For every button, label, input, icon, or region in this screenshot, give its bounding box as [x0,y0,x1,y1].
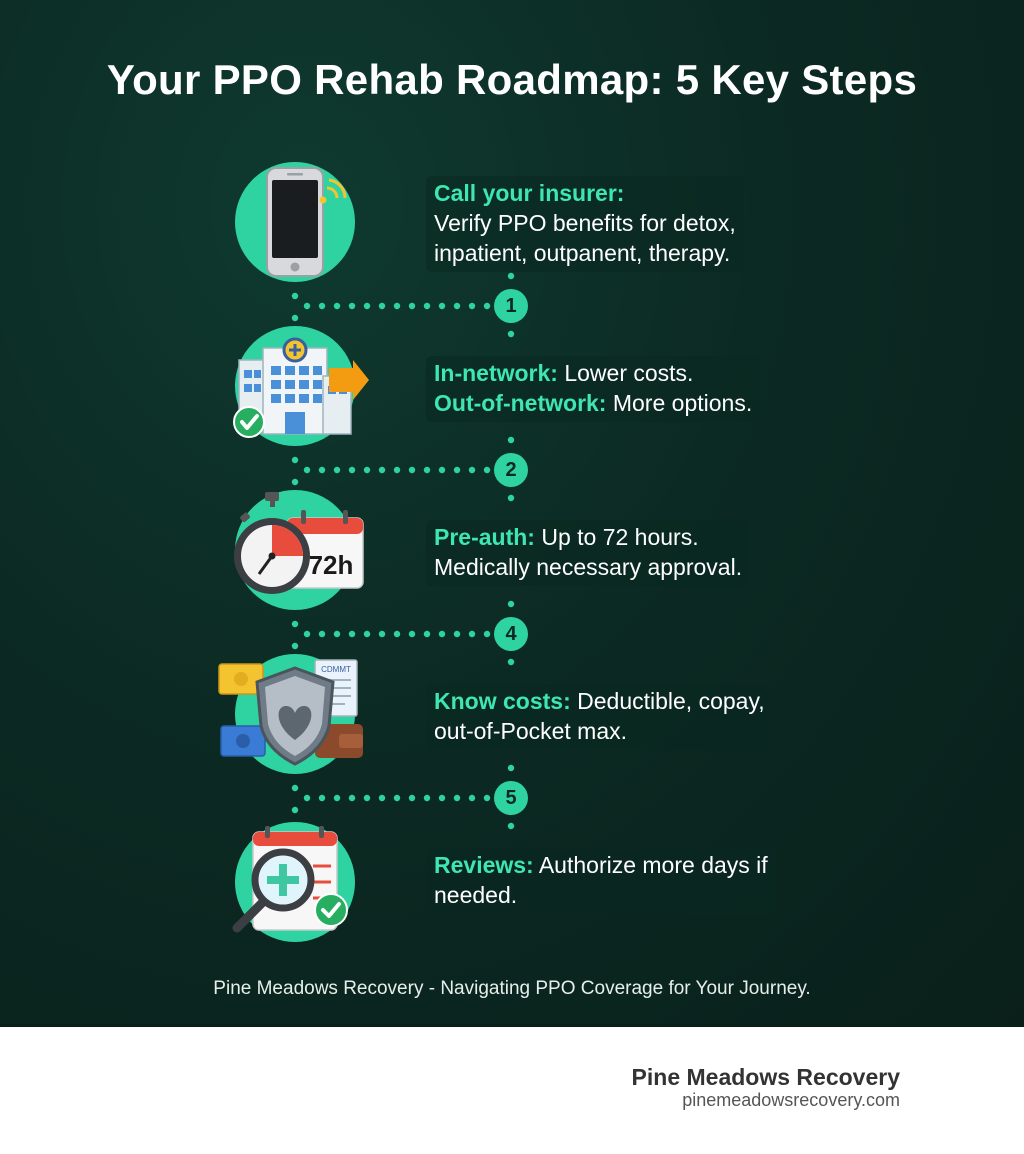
connector-dot [439,303,445,309]
connector-dot [379,303,385,309]
step-2-detail-2: More options. [612,390,753,416]
connector-dot [469,631,475,637]
connector-dot [349,467,355,473]
document-header-text: CDMMT [321,665,351,674]
connector-dot [349,303,355,309]
calendar-72h-text: 72h [308,550,354,580]
connector-dot [304,795,310,801]
connector-dot [304,631,310,637]
connector-dot [349,795,355,801]
connector-dot [424,303,430,309]
step-marker-4: 4 [494,617,528,651]
connector-dot [379,631,385,637]
connector-dot [349,631,355,637]
connector-dot [454,467,460,473]
connector-dot [334,303,340,309]
step-5-line2: needed. [434,882,518,908]
step-1-icon-circle [235,162,355,282]
step-4-text [426,684,773,750]
step-3-label: Pre-auth: [434,524,535,550]
left-connector-2 [292,457,298,485]
step-5-text [426,848,776,914]
connector-dot [484,467,490,473]
step-5-detail: Authorize more days if [538,852,768,878]
connector-dot [364,795,370,801]
step-5-label: Reviews: [434,852,534,878]
step-marker-5: 5 [494,781,528,815]
connector-dot [334,631,340,637]
connector-dot [364,303,370,309]
connector-dot [454,631,460,637]
step-3-icon-circle [235,490,355,610]
connector-dot [394,795,400,801]
connector-dot [409,303,415,309]
connector-dot [424,631,430,637]
step-1-line1: Verify PPO benefits for detox, [434,210,736,236]
connector-dot [484,303,490,309]
brand-name: Pine Meadows Recovery [631,1064,900,1090]
connector-dot [484,631,490,637]
brand-url: pinemeadowsrecovery.com [682,1090,900,1110]
connector-dot [439,631,445,637]
step-marker-2: 2 [494,453,528,487]
step-1-label: Call your insurer: [434,180,625,206]
connector-dot [334,795,340,801]
step-3-detail: Up to 72 hours. [541,524,699,550]
connector-dot [394,467,400,473]
step-4-detail: Deductible, copay, [577,688,765,714]
step-4-label: Know costs: [434,688,571,714]
connector-dot [379,467,385,473]
step-2-text [426,356,760,422]
connector-dot [394,631,400,637]
step-5-icon-circle [235,822,355,942]
magnifier-checklist-icon [235,822,355,942]
step-4-icon-circle [235,654,355,774]
stopwatch-calendar-icon [235,490,355,610]
connector-dot [319,631,325,637]
left-connector-1 [292,293,298,321]
connector-dot [469,795,475,801]
connector-dot [364,631,370,637]
connector-dot [454,303,460,309]
connector-dot [304,303,310,309]
connector-dot [439,795,445,801]
connector-dot [319,303,325,309]
tagline: Pine Meadows Recovery - Navigating PPO Coverage for Your Journey. [213,978,811,999]
connector-dot [409,795,415,801]
smartphone-icon [235,162,355,282]
connector-dot [379,795,385,801]
connector-dot [319,795,325,801]
step-2-icon-circle [235,326,355,446]
step-1-line2: inpatient, outpanent, therapy. [434,240,731,266]
brand-divider [0,1024,1024,1027]
step-3-line2: Medically necessary approval. [434,554,743,580]
step-4-line2: out-of-Pocket max. [434,718,628,744]
step-marker-1: 1 [494,289,528,323]
connector-dot [439,467,445,473]
connector-dot [484,795,490,801]
connector-dot [409,631,415,637]
shield-money-icon [235,654,355,774]
connector-dot [394,303,400,309]
hospital-icon [235,326,355,446]
connector-dot [469,303,475,309]
connector-dot [364,467,370,473]
connector-dot [304,467,310,473]
connector-dot [469,467,475,473]
connector-dot [319,467,325,473]
page-title: Your PPO Rehab Roadmap: 5 Key Steps [106,56,918,103]
step-2-label-2: Out-of-network: [434,390,607,416]
connector-dot [424,795,430,801]
step-2-label: In-network: [434,360,558,386]
step-1-text [426,176,744,272]
step-3-text [426,520,750,586]
connector-dot [334,467,340,473]
step-2-detail: Lower costs. [564,360,694,386]
connector-dot [409,467,415,473]
connector-dot [454,795,460,801]
connector-dot [424,467,430,473]
left-connector-4 [292,785,298,813]
left-connector-3 [292,621,298,649]
